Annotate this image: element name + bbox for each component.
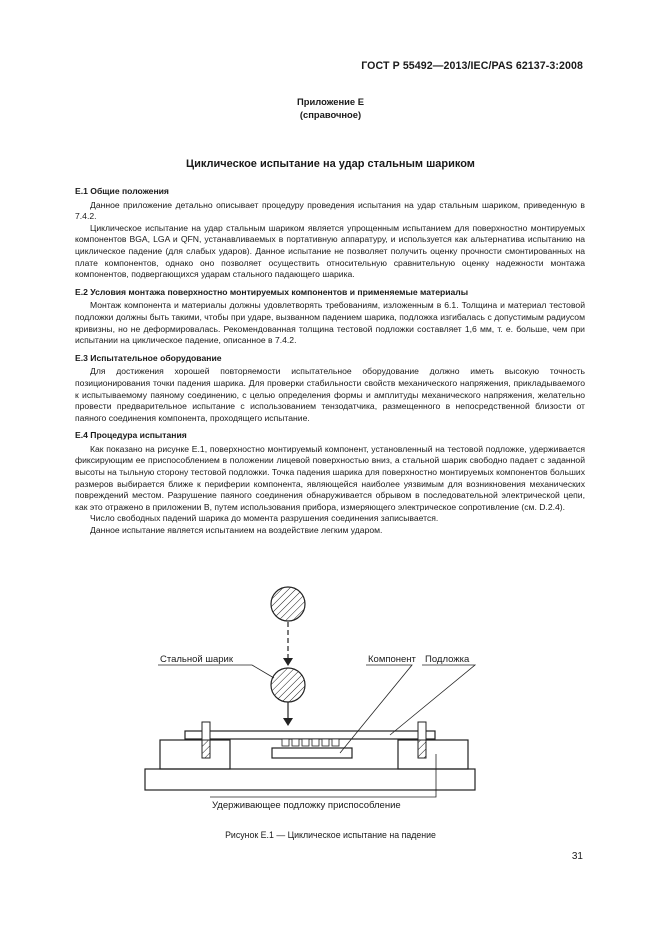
standard-header: ГОСТ Р 55492—2013/IEC/PAS 62137-3:2008 xyxy=(361,60,583,72)
label-steel-ball: Стальной шарик xyxy=(160,654,234,665)
section-heading: Е.4 Процедура испытания xyxy=(75,430,187,441)
paragraph: Данное испытание является испытанием на воздействие легким ударом. xyxy=(90,525,383,536)
paragraph: Циклическое испытание на удар стальным шариком является упрощенным испытанием для поверхностно монтируемых компонентов BGA, LGA и QFN, устанавливаемых в портативную аппаратуру, и используется как альтернатива испытанию на циклическое падение (для слабых ударов). Данное испытание не позволяет получить оценку прочности смонтированных на плате компонентов, однако оно позволяет осуществить относительную сравнительную оценку надежности монтажа компонентов, подвергающихся ударам стального падающего шарика. xyxy=(75,222,585,280)
steel-ball xyxy=(271,668,305,702)
annex-heading xyxy=(0,95,661,121)
section-heading: Е.1 Общие положения xyxy=(75,186,169,196)
document-body xyxy=(75,180,585,537)
solder-joints xyxy=(282,739,339,746)
fixture-base xyxy=(145,769,475,790)
paragraph: Данное приложение детально описывает процедуру проведения испытания на удар стальным шариком, приведенную в 7.4.2. xyxy=(75,199,585,222)
clamp-left-hatch xyxy=(202,740,210,758)
ball-initial-position xyxy=(271,587,305,621)
test-substrate xyxy=(185,731,435,739)
paragraph: Монтаж компонента и материалы должны удовлетворять требованиям, изложенным в 6.1. Толщина и материал тестовой подложки должны быть такими, чтобы при ударе, вызванном падением шарика, подложка изгибалась с допустимым радиусом кривизны, но не деформировалась. Рекомендованная толщина тестовой подложки составляет 1,6 мм, т. е. больше, чем при испытании на циклическое падение, описанное в 7.4.2. xyxy=(75,300,585,346)
drop-arrow-head xyxy=(283,658,293,666)
label-component: Компонент xyxy=(368,654,416,665)
annex-main-title: Циклическое испытание на удар стальным шариком xyxy=(186,158,475,170)
paragraph: Как показано на рисунке Е.1, поверхностно монтируемый компонент, установленный на тестовой подложке, удерживается фиксирующим ее приспособлением в положении лицевой поверхностью вниз, а стальной шарик свободно падает с заданной высоты на тыльную сторону тестовой подложки. Точка падения шарика для поверхностно монтируемых компонентов больших размеров выбирается ближе к периферии компонента, являющейся наиболее уязвимым для возникновения механических повреждений местом. Разрушение паяного соединения обнаруживается обрывом в последовательной электрической цепи, как это отражено в приложении В, путем использования прибора, измеряющего электрическое сопротивление (см. D.2.4). xyxy=(75,443,585,512)
impact-arrow-head xyxy=(283,718,293,726)
fixture-left-block xyxy=(160,740,230,769)
page-number: 31 xyxy=(571,851,583,862)
leader-ball xyxy=(158,665,274,678)
paragraph: Число свободных падений шарика до момента разрушения соединения записывается. xyxy=(90,513,439,524)
leader-substrate xyxy=(390,665,475,735)
annex-title: Приложение Е xyxy=(297,96,364,107)
section-heading: Е.3 Испытательное оборудование xyxy=(75,352,222,363)
label-substrate: Подложка xyxy=(425,654,470,665)
fixture-right-block xyxy=(398,740,468,769)
paragraph: Для достижения хорошей повторяемости испытательное оборудование должно иметь высокую точность позиционирования точки падения шарика. Для проверки стабильности свойств механического напряжения, прикладываемого к испытываемому паяному соединению, с целью определения формы и амплитуды механического напряжения, желательно провести предварительное испытание с использованием тензодатчика, размещенного в непосредственной близости от паяного соединения компонента, проходящего испытание. xyxy=(75,366,585,423)
ball-drop-diagram xyxy=(140,582,520,822)
figure-caption: Рисунок Е.1 — Циклическое испытание на падение xyxy=(225,830,436,840)
section-heading: Е.2 Условия монтажа поверхностно монтируемых компонентов и применяемые материалы xyxy=(75,286,469,297)
label-fixture: Удерживающее подложку приспособление xyxy=(212,800,401,811)
annex-type: (справочное) xyxy=(299,109,362,120)
clamp-right-hatch xyxy=(418,740,426,758)
